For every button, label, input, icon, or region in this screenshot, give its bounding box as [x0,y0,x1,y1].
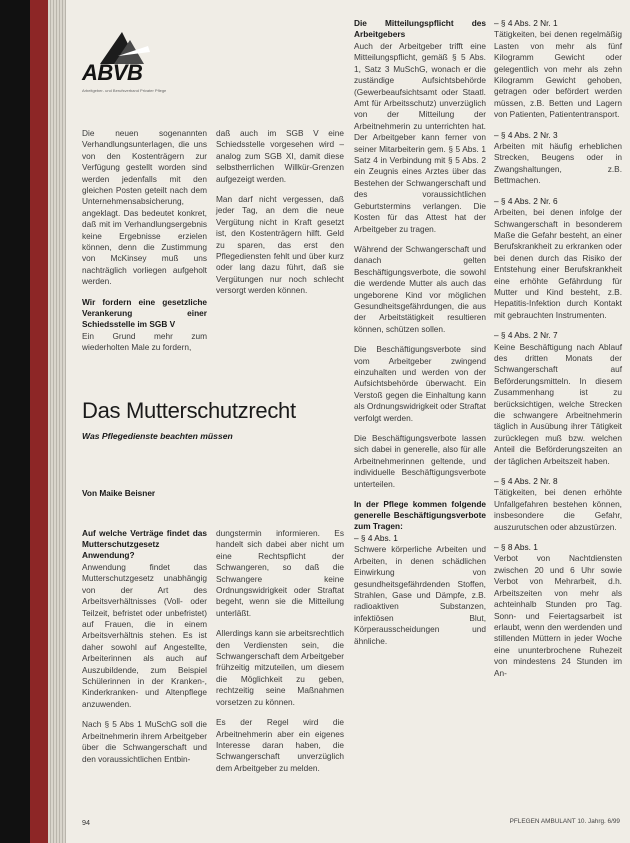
page-number: 94 [82,818,90,827]
article-title: Das Mutterschutzrecht [82,398,296,423]
intro-paragraph: Man darf nicht vergessen, daß jeder Tag, an dem die neue Vergütung nicht in Kraft gesetzt ist, den Kostenträgern hilft. Geld zu sparen, das erst den Pflegediensten fehlt und über kurz oder lang dazu führt, daß sie Vergütungen nur noch schlecht versorgt werden können. [216,194,344,296]
abvb-logo [78,26,338,96]
intro-heading: Wir fordern eine gesetzliche Verankerung einer Schiedsstelle im SGB V [82,296,207,329]
regulation-text: Verbot von Nachtdiensten zwischen 20 und 6 Uhr sowie Verbot von Mehrarbeit, d.h. Arbeitszeiten von mehr als achteinhalb Stunden pro Tag. Sonn- und Feiertagsarbeit ist erlaubt, wenn den werdenden und stillenden Müttern in jeder Woche eine ununterbrochene Ruhezeit von mindestens 24 Stunden im An- [494,553,622,678]
regulation-text: Keine Beschäftigung nach Ablauf des dritten Monats der Schwangerschaft auf Beförderungsmitteln. In diesem Zusammenhang ist zu berücksichtigen, welche Strecken die schwangere Arbeitnehmerin täglich in Ausübung ihrer Tätigkeit zurücklegen muß bzw. welchen Anteil die Beförderungszeiten an der täglichen Arbeitszeit haben. [494,341,622,466]
regulation-code: – § 4 Abs. 2 Nr. 6 [494,195,558,206]
magazine-page [66,0,630,843]
book-binding [0,0,68,843]
article-paragraph: Die Beschäftigungsverbote sind vom Arbeitgeber zwingend einzuhalten und werden von der Aufsichtsbehörde überwacht. Ein Verstoß gegen die Einhaltung kann als Ordnungswidrigkeit oder Straftat verfolgt werden. [354,344,486,423]
regulation-code: – § 4 Abs. 2 Nr. 1 [494,18,558,28]
regulation-text: Schwere körperliche Arbeiten und Arbeiten, in denen schädlichen Einwirkung von gesundheitsgefährdenden Stoffen, Strahlen, Gase und Dämpfe, z.B. radioaktiven Substanzen, infektiösen Blut, Körperausscheidungen und ähnliche. [354,544,486,646]
page-edges [48,0,68,843]
abvb-logo-wordmark: ABVB [82,60,143,85]
regulation-code: – § 8 Abs. 1 [494,542,538,553]
article-column-1 [82,528,207,774]
article-paragraph: Die Beschäftigungsverbote lassen sich dabei in generelle, also für alle Arbeitnehmerinnen geltende, und individuelle Beschäftigungsverbote unterteilen. [354,433,486,489]
regulation-code: – § 4 Abs. 2 Nr. 3 [494,129,558,140]
article-subtitle: Was Pflegedienste beachten müssen [82,431,233,441]
intro-column-2 [216,128,344,306]
intro-paragraph: daß auch im SGB V eine Schiedsstelle vorgesehen wird – analog zum SGB XI, damit diese selbstherrlichen Willkür-Grenzen aufgezeigt werden. [216,128,344,184]
regulation-text: Tätigkeiten, bei denen erhöhte Unfallgefahren bestehen können, insbesondere die Gefahr, auszurutschen oder abzustürzen. [494,487,622,532]
regulation-item [354,533,486,647]
regulation-text: Tätigkeiten, bei denen regelmäßig Lasten von mehr als fünf Kilogramm Gewicht oder gelegentlich von mehr als zehn Kilogramm Gewicht gehoben, getragen oder befördert werden müssen, z.B. Betten und Lagern von Patienten, Patiententransport. [494,29,622,120]
article-paragraph: Anwendung findet das Mutterschutzgesetz unabhängig von der Art des Arbeitsverhältnisses (Voll- oder Teilzeit, befristet oder unbefristet) auf Frauen, die in einem Arbeitsverhältnis stehen. Es ist daher sowohl auf Angestellte, Arbeiterinnen als auch auf Auszubildende, zum Beispiel Schülerinnen in der Kranken-, Kinderkranken- und Altenpflege anzuwenden. [82,562,207,709]
regulation-item [494,196,622,321]
article-paragraph: Nach § 5 Abs 1 MuSchG soll die Arbeitnehmerin ihrem Arbeitgeber über die Schwangerschaft und den voraussichtlichen Entbin- [82,719,207,764]
intro-paragraph: Ein Grund mehr zum wiederholten Male zu fordern, [82,330,207,353]
article-paragraph: dungstermin informieren. Es handelt sich dabei aber nicht um eine Rechtspflicht der Schwangeren, so daß die Schwangere keine Ordnungswidrigkeit oder Straftat begeht, wenn sie die Mitteilung unterläßt. [216,528,344,618]
section-heading: Auf welche Verträge findet das Mutterschutzgesetz Anwendung? [82,528,207,560]
article-column-4 [494,18,622,688]
abvb-logo-tagline: Arbeitgeber- und Berufsverband Privater Pflege [82,88,167,93]
regulation-item [494,476,622,533]
article-column-2 [216,528,344,783]
article-paragraph: Allerdings kann sie arbeitsrechtlich den Verdiensten sein, die Schwangerschaft dem Arbeitgeber frühzeitig mitzuteilen, um diesem die Möglichkeit zu geben, rechtzeitig seine Maßnahmen vorsetzen zu können. [216,628,344,707]
regulation-code: – § 4 Abs. 2 Nr. 8 [494,476,558,487]
intro-paragraph: Die neuen sogenannten Verhandlungsunterlagen, die uns von den Kostenträgern zur Verfügung gestellt worden sind werden jedenfalls mit den gleichen Posten geteilt nach dem Unternehmensabsicherung, angeklagt. Das bedeutet konkret, daß mit im Verhandlungsergebnis keine Ergebnisse erzielen können, denn die Zustimmung von McKinsey muß uns nachträglich vorliegen aufgeholt werden. [82,128,207,287]
section-heading: Die Mitteilungspflicht des Arbeitgebers [354,18,486,39]
regulation-item [494,330,622,467]
regulation-item [494,130,622,187]
intro-column-1 [82,128,207,363]
article-author: Von Maike Beisner [82,488,156,498]
section-heading: In der Pflege kommen folgende generelle Beschäftigungsverbote zum Tragen: [354,499,486,532]
regulation-text: Arbeiten, bei denen infolge der Schwangerschaft in besonderem Maße die Gefahr besteht, an einer Berufskrankheit zu erkranken oder bei denen durch das Risiko der Entstehung einer Berufskrankheit eine erhöhte Gefährdung für Mutter und Kind besteht, z.B. Hepatitis-Infektion durch Kontakt mit gebrauchten Instrumenten. [494,207,622,320]
article-paragraph: Während der Schwangerschaft und danach gelten Beschäftigungsverbote, die sowohl die werdende Mutter als auch das ungeborene Kind vor möglichen Gesundheitsgefährdungen, die aus der Arbeitstätigkeit resultieren können, schützen sollen. [354,243,486,334]
regulation-text: Arbeiten mit häufig erheblichen Strecken, Beugens oder in Zwangshaltungen, z.B. Bettmachen. [494,141,622,186]
regulation-code: – § 4 Abs. 2 Nr. 7 [494,330,558,341]
regulation-code: – § 4 Abs. 1 [354,533,398,544]
regulation-item [494,18,622,121]
article-column-3 [354,18,486,656]
article-paragraph: Auch der Arbeitgeber trifft eine Mitteilungspflicht, gemäß § 5 Abs. 1, Satz 3 MuSchG, wonach er die zuständige Aufsichtsbehörde (Gewerbeaufsichtsamt oder Staatl. Amt für Arbeitsschutz) unverzüglich von der Mitteilung der Arbeitnehmerin zu unterrichten hat. Der Arbeitgeber kann ferner von seiner Mitarbeiterin gem. § 5 Abs. 1 Satz 4 in Verbindung mit § 5 Abs. 2 ein Zeugnis eines Arztes über das Bestehen der Schwangerschaft und des voraussichtlichen Geburtstermins verlangen. Die Kosten für das Attest hat der Arbeitgeber zu tragen. [354,41,486,234]
regulation-item [494,542,622,679]
article-paragraph: Es der Regel wird die Arbeitnehmerin aber ein eigenes Interesse daran haben, die Schwangerschaft unverzüglich dem Arbeitgeber zu melden. [216,717,344,773]
journal-footer: PFLEGEN AMBULANT 10. Jahrg. 6/99 [509,818,620,825]
